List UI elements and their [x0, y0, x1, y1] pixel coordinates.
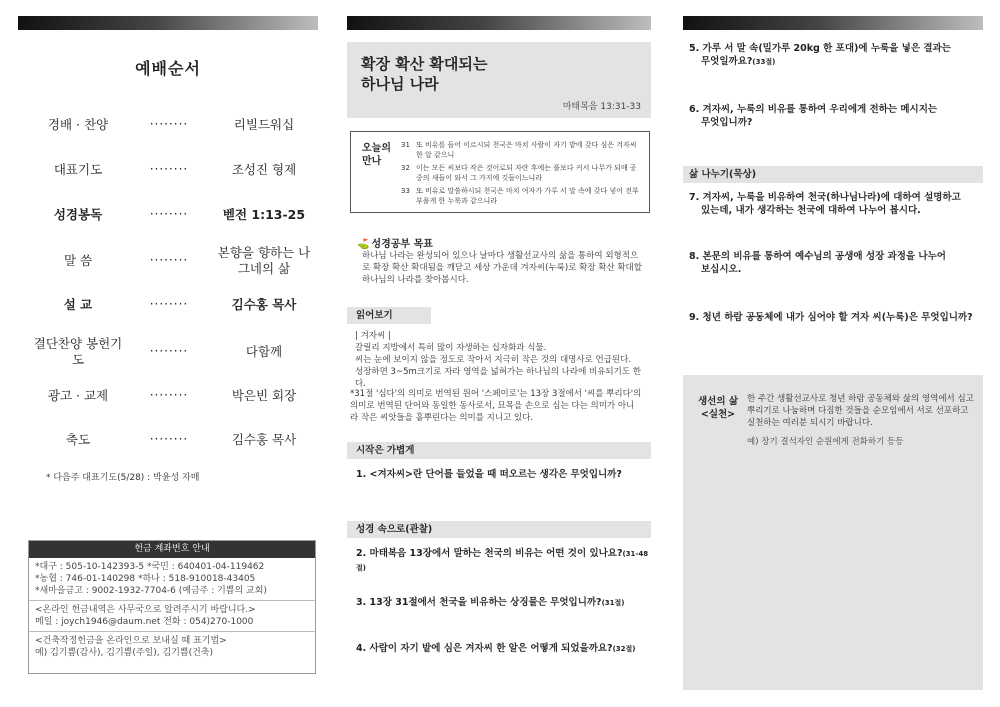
account-list [29, 558, 315, 601]
study-title-line: 하나님 나라 [361, 75, 439, 93]
question-text-cont: 보십시오. [701, 264, 742, 275]
order-value: 다함께 [245, 344, 283, 359]
life-practice-label [693, 395, 743, 421]
question-text: 5. 가루 서 말 속(밀가루 20kg 한 포대)에 누룩을 넣은 결과는 [689, 43, 951, 54]
life-practice-box [683, 375, 983, 690]
verse-text: 이는 모든 씨보다 작은 것이로되 자란 후에는 풀보다 커서 나무가 되매 공중의 새들이 와서 그 가지에 깃들이느니라 [416, 164, 637, 182]
order-dots: ········ [149, 344, 189, 358]
question-text: 7. 겨자씨, 누룩을 비유하여 천국(하나님나라)에 대하여 설명하고 [689, 192, 961, 203]
verse-number: 31 [401, 141, 410, 149]
bible-study-column [347, 0, 651, 707]
order-label: 대표기도 [53, 162, 103, 177]
order-dots: ········ [149, 253, 189, 267]
question-ref: (33절) [752, 58, 776, 66]
account-line: *대구 : 505-10-142393-5 *국민 : 640401-04-119462 [35, 562, 265, 572]
question-ref: (31절) [601, 599, 625, 607]
questions-column [683, 0, 983, 707]
study-title-line: 확장 확산 확대되는 [361, 55, 488, 73]
reading-note: *31절 '심다'의 의미로 번역된 원어 '스페이로'는 13장 3절에서 '씨를 뿌리다'의 의미로 번역된 단어와 동일한 동사로서, 묘목을 손으로 심는 다는 의미가 아니라 작은 씨앗들을 흩뿌린다는 의미를 지니고 있다. [350, 389, 642, 423]
order-value: 본향을 향하는 나그네의 삶 [217, 245, 311, 276]
account-line: *농협 : 746-01-140298 *하나 : 518-910018-43405 [35, 574, 256, 584]
verse-text: 또 비유로 말씀하시되 천국은 마치 여자가 가루 서 말 속에 갖다 넣어 전부 부풀게 한 누룩과 같으니라 [416, 187, 639, 205]
order-label: 설 교 [63, 297, 93, 312]
offering-account-box [28, 540, 316, 674]
order-row [18, 245, 318, 285]
order-label: 말 씀 [63, 253, 93, 268]
order-value: 박은빈 회장 [231, 388, 297, 403]
order-value: 조성진 형제 [231, 162, 297, 177]
question-text-cont: 있는데, 내가 생각하는 천국에 대하여 나누어 봅시다. [701, 205, 921, 216]
scripture-reference: 마태복음 13:31-33 [562, 102, 641, 112]
life-practice-example: 예) 장기 결석자인 순원에게 전화하기 등등 [747, 437, 904, 447]
question-9: 9. 청년 하람 공동체에 내가 심어야 할 겨자 씨(누룩)은 무엇입니까? [689, 312, 973, 323]
question-3 [356, 596, 651, 610]
verse-number: 33 [401, 187, 410, 195]
reading-heading: | 겨자씨 | [355, 331, 391, 341]
today-manna-box [350, 131, 650, 213]
order-value: 김수홍 목사 [231, 432, 297, 447]
order-row [18, 162, 318, 202]
order-row [18, 336, 318, 376]
reading-paragraph: 갈릴리 지방에서 특히 많이 자생하는 십자화과 식물. [355, 343, 547, 353]
order-dots: ········ [149, 297, 189, 311]
reading-section-bar: 읽어보기 [347, 307, 431, 324]
verse-text: 또 비유를 들어 이르시되 천국은 마치 사람이 자기 밭에 갖다 심은 겨자씨 한 알 같으니 [416, 141, 637, 159]
life-practice-text: 한 주간 생활선교사로 청년 하람 공동체와 삶의 영역에서 심고 뿌리기로 나눔하며 다짐한 것들을 순모임에서 서로 선포하고 실천하는 여러분 되시기 바랍니다. [747, 394, 974, 428]
building-line: 예) 김기쁨(감사), 김기쁨(주일), 김기쁨(건축) [35, 648, 213, 658]
question-text: 3. 13장 31절에서 천국을 비유하는 상징물은 무엇입니까? [356, 597, 602, 608]
label-line: 만나 [362, 156, 382, 167]
account-line: *새마을금고 : 9002-1932-7704-6 (예금주 : 기쁨의 교회) [35, 586, 267, 596]
verse [401, 140, 639, 160]
question-text: 8. 본문의 비유를 통하여 예수님의 공생애 성장 과정을 나누어 [689, 251, 946, 262]
question-5 [689, 42, 979, 69]
online-line: <온라인 헌금내역은 사무국으로 알려주시기 바랍니다.> [35, 605, 256, 615]
question-text-cont [689, 55, 979, 69]
observation-section-bar: 성경 속으로(관찰) [347, 521, 651, 538]
order-value: 벧전 1:13-25 [222, 207, 306, 222]
golf-flag-icon: ⛳ [357, 239, 370, 250]
order-row [18, 388, 318, 428]
order-dots: ········ [149, 162, 189, 176]
verse [401, 186, 639, 206]
question-7 [689, 191, 979, 217]
worship-order-column [18, 0, 318, 707]
order-row [18, 432, 318, 472]
building-offering-info [29, 632, 315, 662]
order-label: 성경봉독 [53, 207, 103, 222]
today-manna-label [362, 142, 391, 168]
question-8 [689, 250, 979, 276]
order-label: 광고 · 교제 [47, 388, 109, 403]
question-ref: (32절) [612, 645, 636, 653]
study-title-box [347, 42, 651, 118]
order-dots: ········ [149, 117, 189, 131]
label-line: 오늘의 [362, 143, 391, 154]
question-text: 4. 사람이 자기 밭에 심은 겨자씨 한 알은 어떻게 되었을까요? [356, 643, 613, 654]
order-label: 경배 · 찬양 [47, 117, 109, 132]
question-ref: (31-48절) [356, 550, 649, 572]
question-text: 2. 마태복음 13장에서 말하는 천국의 비유는 어떤 것이 있나요? [356, 548, 623, 559]
reading-paragraph: 성장하면 3~5m크기로 자라 영역을 넓혀가는 하나님의 나라에 비유되기도 한다. [355, 367, 641, 389]
next-prayer-note: * 다음주 대표기도(5/28) : 박윤성 자매 [46, 473, 200, 483]
order-row [18, 207, 318, 247]
order-title: 예배순서 [135, 59, 201, 78]
order-row [18, 117, 318, 157]
study-title [361, 54, 487, 94]
question-text: 무엇일까요? [701, 56, 753, 67]
offering-header: 헌금 계좌번호 안내 [29, 541, 315, 558]
question-2 [356, 547, 651, 575]
question-4 [356, 642, 651, 656]
online-offering-info [29, 601, 315, 632]
question-text: 6. 겨자씨, 누룩의 비유를 통하여 우리에게 전하는 메시지는 [689, 104, 938, 115]
order-label: 결단찬양 봉헌기도 [33, 336, 123, 367]
goal-title-text: 성경공부 목표 [371, 239, 433, 250]
order-dots: ········ [149, 207, 189, 221]
verse-number: 32 [401, 164, 410, 172]
order-label: 축도 [65, 432, 91, 447]
label-line: <실천> [700, 409, 736, 420]
header-gradient-bar [18, 16, 318, 30]
start-section-bar: 시작은 가볍게 [347, 442, 651, 459]
reading-content [355, 330, 647, 390]
study-goal-text: 하나님 나라는 완성되어 있으나 날마다 생활선교사의 삶을 통하여 외형적으로 확장 확산 확대됨을 깨닫고 세상 가운데 겨자씨(누룩)로 확장 확산 확대할 하나님의 나라를 찾아봅시다. [362, 251, 642, 285]
question-text-cont: 무엇입니까? [701, 117, 753, 128]
sharing-section-bar: 삶 나누기(묵상) [683, 166, 983, 183]
order-dots: ········ [149, 388, 189, 402]
building-line: <건축작정헌금을 온라인으로 보내실 때 표기법> [35, 636, 227, 646]
order-row [18, 297, 318, 337]
header-gradient-bar [683, 16, 983, 30]
label-line: 생선의 삶 [697, 396, 738, 407]
order-dots: ········ [149, 432, 189, 446]
reading-paragraph: 씨는 눈에 보이지 않을 정도로 작아서 지극히 작은 것의 대명사로 언급된다. [355, 355, 632, 365]
online-line: 메일 : joych1946@daum.net 전화 : 054)270-1000 [35, 617, 254, 627]
study-goal-title [357, 235, 433, 250]
order-value: 리빌드워십 [233, 117, 295, 132]
header-gradient-bar [347, 16, 651, 30]
verse [401, 163, 639, 183]
question-6 [689, 103, 979, 129]
order-value: 김수홍 목사 [231, 297, 297, 312]
question-1: 1. <겨자씨>란 단어를 들었을 때 떠오르는 생각은 무엇입니까? [356, 469, 622, 480]
